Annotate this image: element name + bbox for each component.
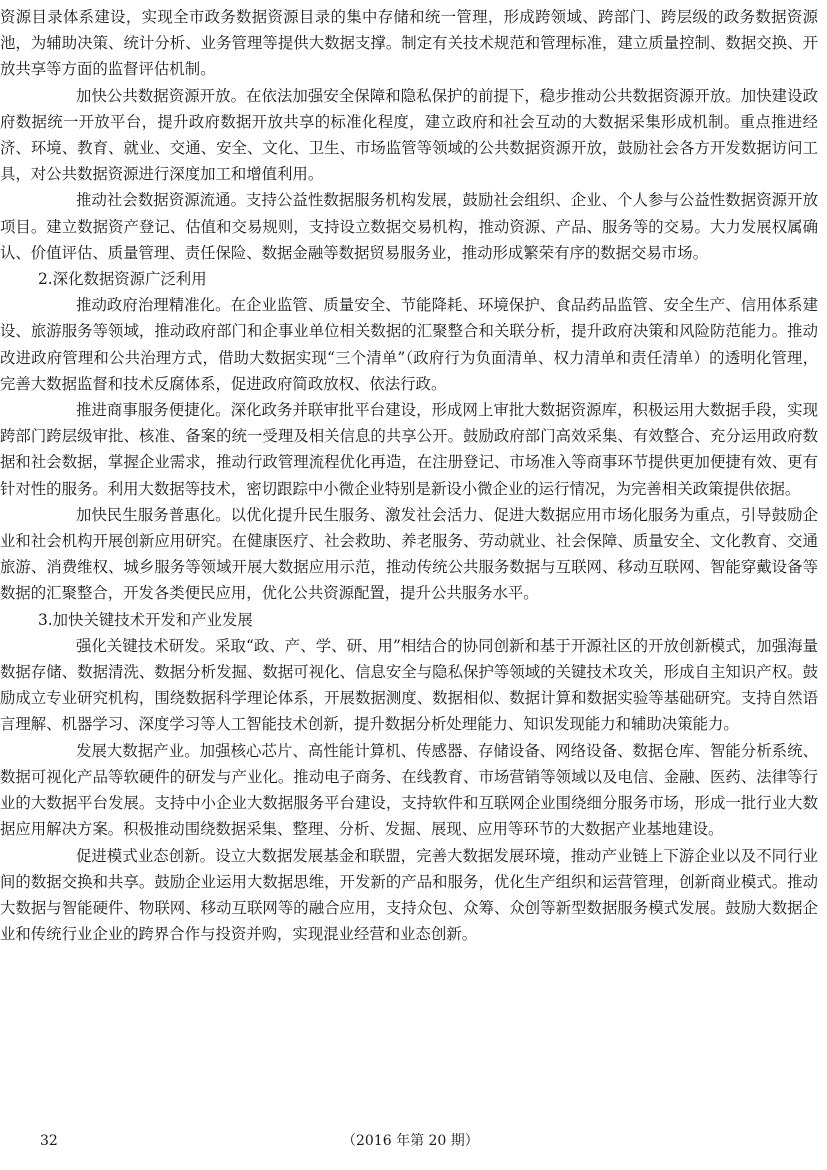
paragraph-public-services: 加快民生服务普惠化。以优化提升民生服务、激发社会活力、促进大数据应用市场化服务为重点，引导鼓励企业和社会机构开展创新应用研究。在健康医疗、社会救助、养老服务、劳动就业、社会保障、质量安全、文化教育、交通旅游、消费维权、城乡服务等领域开展大数据应用示范，推动传统公共服务数据与互联网、移动互联网、智能穿戴设备等数据的汇聚整合，开发各类便民应用，优化公共资源配置，提升公共服务水平。 [0,505,818,603]
page-number: 32 [40,1133,58,1149]
paragraph-continuation: 资源目录体系建设，实现全市政务数据资源目录的集中存储和统一管理，形成跨领域、跨部门、跨层级的政务数据资源池，为辅助决策、统计分析、业务管理等提供大数据支撑。制定有关技术规范和管理标准，建立质量控制、数据交换、开放共享等方面的监督评估机制。 [0,8,818,79]
paragraph-big-data-industry: 发展大数据产业。加强核心芯片、高性能计算机、传感器、存储设备、网络设备、数据仓库、智能分析系统、数据可视化产品等软硬件的研发与产业化。推动电子商务、在线教育、市场营销等领域以及电信、金融、医药、法律等行业的大数据平台发展。支持中小企业大数据服务平台建设，支持软件和互联网企业围绕细分服务市场，形成一批行业大数据应用解决方案。积极推动围绕数据采集、整理、分析、发掘、展现、应用等环节的大数据产业基地建设。 [0,741,818,839]
page-footer [0,1128,818,1154]
paragraph-public-data-open: 加快公共数据资源开放。在依法加强安全保障和隐私保护的前提下，稳步推动公共数据资源开放。加快建设政府数据统一开放平台，提升政府数据开放共享的标准化程度，建立政府和社会互动的大数据采集形成机制。重点推进经济、环境、教育、就业、交通、安全、文化、卫生、市场监管等领域的公共数据资源开放，鼓励社会各方开发数据访问工具，对公共数据资源进行深度加工和增值利用。 [0,86,818,184]
paragraph-business-services: 推进商事服务便捷化。深化政务并联审批平台建设，形成网上审批大数据资源库，积极运用大数据手段，实现跨部门跨层级审批、核准、备案的统一受理及相关信息的共享公开。鼓励政府部门高效采集、有效整合、充分运用政府数据和社会数据，掌握企业需求，推动行政管理流程优化再造，在注册登记、市场准入等商事环节提供更加便捷有效、更有针对性的服务。利用大数据等技术，密切跟踪中小微企业特别是新设小微企业的运行情况，为完善相关政策提供依据。 [0,401,818,498]
paragraph-business-model-innovation: 促进模式业态创新。设立大数据发展基金和联盟，完善大数据发展环境，推动产业链上下游企业以及不同行业间的数据交换和共享。鼓励企业运用大数据思维，开发新的产品和服务，优化生产组织和运营管理，创新商业模式。推动大数据与智能硬件、物联网、移动互联网等的融合应用，支持众包、众筹、众创等新型数据服务模式发展。鼓励大数据企业和传统行业企业的跨界合作与投资并购，实现混业经营和业态创新。 [0,846,818,944]
paragraph-key-technology: 强化关键技术研发。采取“政、产、学、研、用”相结合的协同创新和基于开源社区的开放创新模式，加强海量数据存储、数据清洗、数据分析发掘、数据可视化、信息安全与隐私保护等领域的关键技术攻关，形成自主知识产权。鼓励成立专业研究机构，围绕数据科学理论体系，开展数据测度、数据相似、数据计算和数据实验等基础研究。支持自然语言理解、机器学习、深度学习等人工智能技术创新，提升数据分析处理能力、知识发现能力和辅助决策能力。 [0,636,818,734]
paragraph-social-data-flow: 推动社会数据资源流通。支持公益性数据服务机构发展，鼓励社会组织、企业、个人参与公益性数据资源开放项目。建立数据资产登记、估值和交易规则，支持设立数据交易机构，推动资源、产品、服务等的交易。大力发展权属确认、价值评估、质量管理、责任保险、数据金融等数据贸易服务业，推动形成繁荣有序的数据交易市场。 [0,191,818,262]
document-body [0,4,818,947]
paragraph-government-governance: 推动政府治理精准化。在企业监管、质量安全、节能降耗、环境保护、食品药品监管、安全生产、信用体系建设、旅游服务等领域，推动政府部门和企事业单位相关数据的汇聚整合和关联分析，提升政府决策和风险防范能力。推动改进政府管理和公共治理方式，借助大数据实现“三个清单”（政府行为负面清单、权力清单和责任清单）的透明化管理，完善大数据监督和技术反腐体系，促进政府简政放权、依法行政。 [0,296,818,393]
issue-label: （2016 年第 20 期） [342,1133,479,1149]
section-heading-3: 3.加快关键技术开发和产业发展 [38,610,253,629]
section-heading-2: 2.深化数据资源广泛利用 [38,270,207,289]
